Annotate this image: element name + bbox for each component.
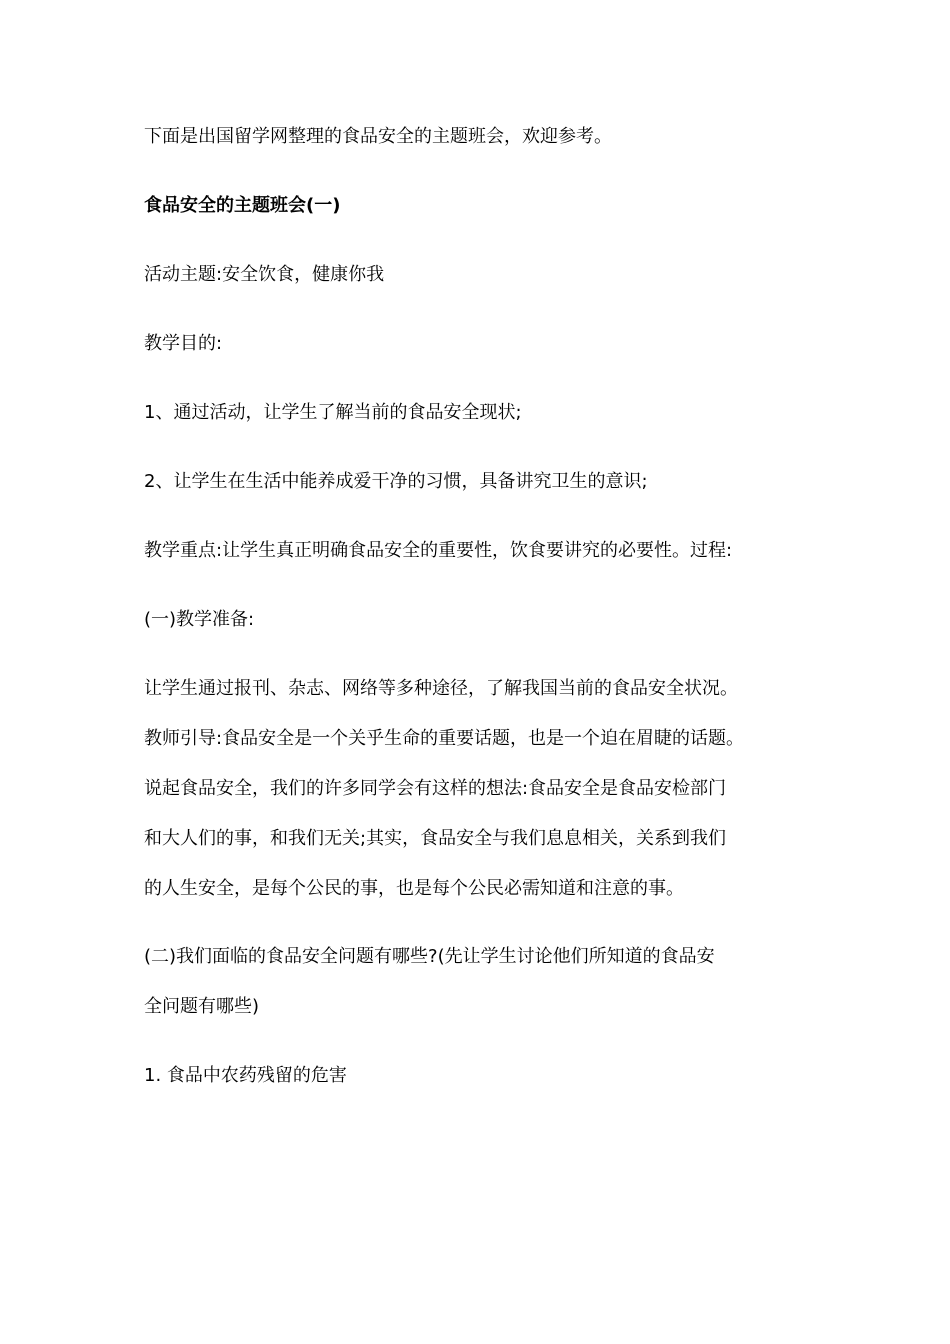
section-heading: 食品安全的主题班会(一) — [144, 195, 341, 216]
question-line: (二)我们面临的食品安全问题有哪些?(先让学生讨论他们所知道的食品安 — [144, 946, 715, 967]
teaching-focus: 教学重点:让学生真正明确食品安全的重要性，饮食要讲究的必要性。过程: — [144, 540, 733, 561]
goal-item-1: 1、通过活动，让学生了解当前的食品安全现状; — [144, 402, 522, 423]
goal-item-2: 2、让学生在生活中能养成爱干净的习惯，具备讲究卫生的意识; — [144, 471, 648, 492]
question-line: 全问题有哪些) — [144, 996, 260, 1017]
list-item-1: 1. 食品中农药残留的危害 — [144, 1065, 347, 1086]
paragraph-line: 和大人们的事，和我们无关;其实，食品安全与我们息息相关，关系到我们 — [144, 828, 727, 849]
teaching-goals-label: 教学目的: — [144, 333, 223, 354]
paragraph-line: 的人生安全，是每个公民的事，也是每个公民必需知道和注意的事。 — [144, 878, 684, 899]
activity-theme: 活动主题:安全饮食，健康你我 — [144, 264, 385, 285]
paragraph-line: 教师引导:食品安全是一个关乎生命的重要话题，也是一个迫在眉睫的话题。 — [144, 728, 745, 749]
paragraph-line: 让学生通过报刊、杂志、网络等多种途径，了解我国当前的食品安全状况。 — [144, 678, 738, 699]
intro-text: 下面是出国留学网整理的食品安全的主题班会，欢迎参考。 — [144, 126, 612, 147]
paragraph-line: 说起食品安全，我们的许多同学会有这样的想法:食品安全是食品安检部门 — [144, 778, 727, 799]
preparation-label: (一)教学准备: — [144, 609, 255, 630]
